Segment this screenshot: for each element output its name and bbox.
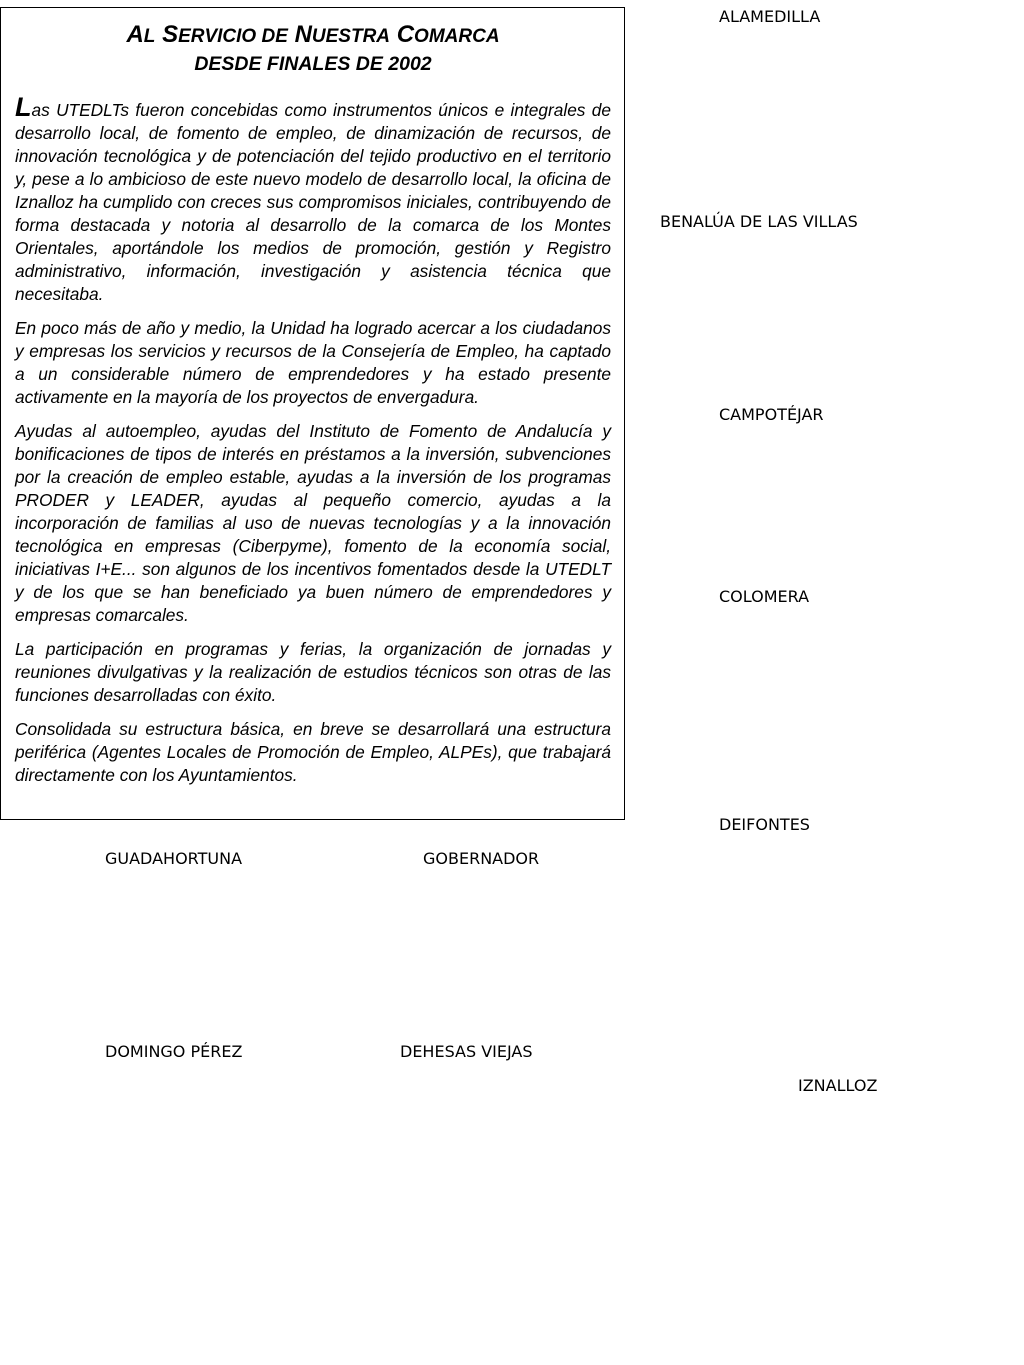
- article-paragraph: En poco más de año y medio, la Unidad ha logrado acercar a los ciudadanos y empresas los servicios y recursos de la Consejería de Empleo, ha captado a un considerable número de emprendedores y ha estado presente activamente en la mayoría de los proyectos de envergadura.: [15, 318, 611, 407]
- place-label-benalua: BENALÚA DE LAS VILLAS: [660, 212, 858, 231]
- place-label-alamedilla: ALAMEDILLA: [719, 7, 821, 26]
- drop-cap: L: [15, 92, 32, 122]
- article-paragraph: Consolidada su estructura básica, en breve se desarrollará una estructura periférica (Agentes Locales de Promoción de Empleo, ALPEs), que trabajará directamente con los Ayuntamientos.: [15, 719, 611, 785]
- place-label-iznalloz: IZNALLOZ: [798, 1076, 878, 1095]
- article-paragraph: Ayudas al autoempleo, ayudas del Instituto de Fomento de Andalucía y bonificaciones de tipos de interés en préstamos a la inversión, subvenciones por la creación de empleo estable, ayudas a la inversión de los programas PRODER y LEADER, ayudas al pequeño comercio, ayudas a la incorporación de familias al uso de nuevas tecnologías y a la innovación tecnológica en empresas (Ciberpyme), fomento de la economía social, iniciativas I+E... son algunos de los incentivos fomentados desde la UTEDLT y de los que se han beneficiado ya buen número de emprendedores y empresas comarcales.: [15, 421, 611, 625]
- place-label-gobernador: GOBERNADOR: [423, 849, 540, 868]
- article-subtitle: DESDE FINALES DE 2002: [194, 53, 432, 75]
- article-paragraph: Las UTEDLTs fueron concebidas como instrumentos únicos e integrales de desarrollo local, de fomento de empleo, de dinamización de recursos, de innovación tecnológica y de potenciación del tejido productivo en el territorio y, pese a lo ambicioso de este nuevo modelo de desarrollo local, la oficina de Iznalloz ha cumplido con creces sus compromisos iniciales, contribuyendo de forma destacada y notoria al desarrollo de la comarca de los Montes Orientales, aportándole los medios de promoción, gestión y Registro administrativo, información, investigación y asistencia técnica que necesitaba.: [15, 92, 611, 304]
- article-title: AL SERVICIO DE NUESTRA COMARCA: [126, 21, 500, 48]
- place-label-dehesas-viejas: DEHESAS VIEJAS: [400, 1042, 533, 1061]
- article-box: [0, 7, 625, 820]
- place-label-deifontes: DEIFONTES: [719, 815, 810, 834]
- place-label-guadahortuna: GUADAHORTUNA: [105, 849, 243, 868]
- place-label-domingo-perez: DOMINGO PÉREZ: [105, 1042, 243, 1061]
- place-label-campotejar: CAMPOTÉJAR: [719, 405, 824, 424]
- place-label-colomera: COLOMERA: [719, 587, 810, 606]
- article-paragraph: La participación en programas y ferias, la organización de jornadas y reuniones divulgativas y la realización de estudios técnicos son otras de las funciones desarrolladas con éxito.: [15, 639, 611, 705]
